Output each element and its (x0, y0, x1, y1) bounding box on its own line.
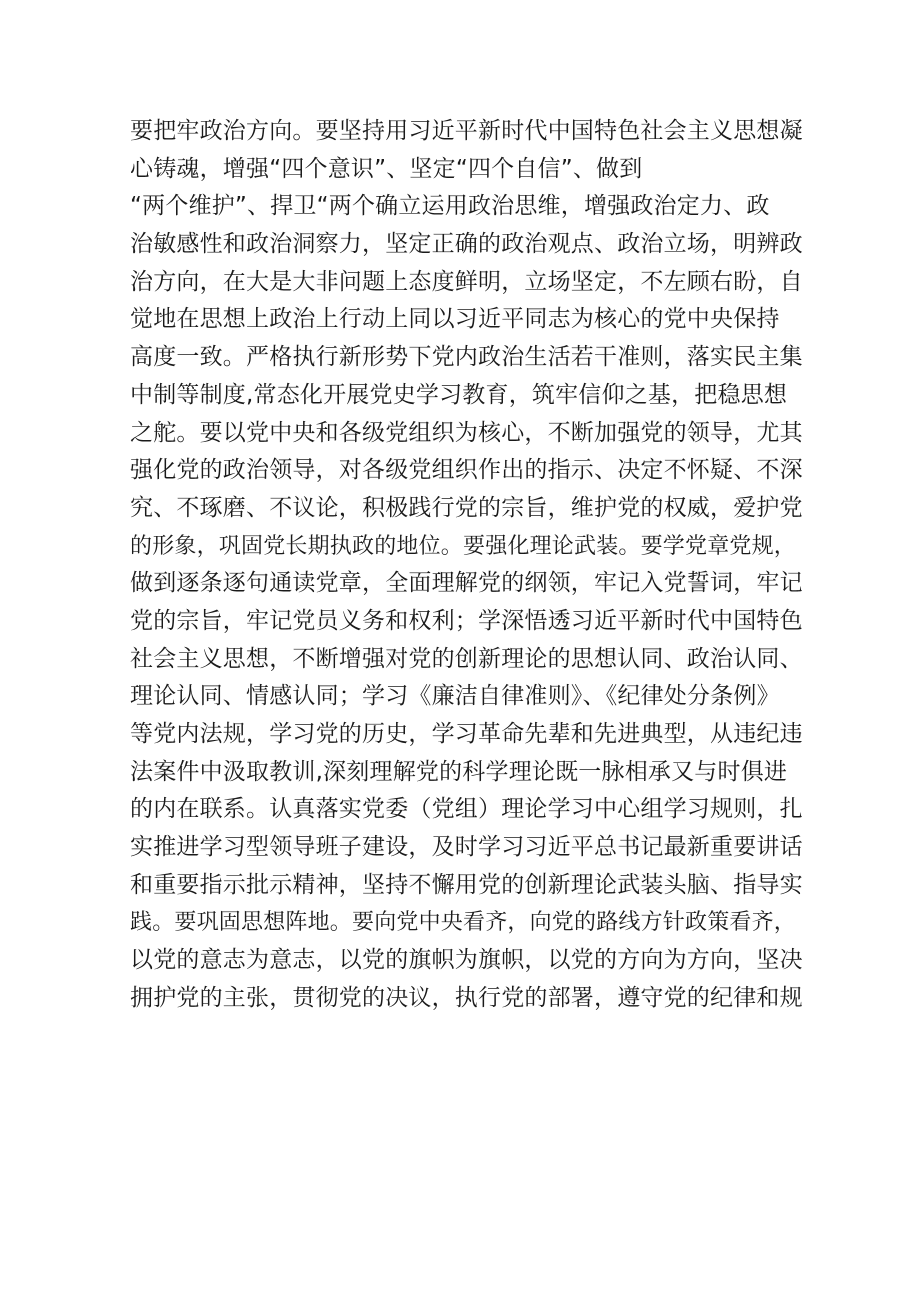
text-line: “两个维护”、捍卫“两个确立运用政治思维，增强政治定力、政 (130, 193, 770, 220)
text-line: 拥护党的主张，贯彻党的决议，执行党的部署，遵守党的纪律和规 (130, 984, 803, 1011)
text-line: 践。要巩固思想阵地。要向党中央看齐，向党的路线方针政策看齐， (130, 910, 797, 936)
text-line: 心铸魂，增强“四个意识”、坚定“四个自信”、做到 (130, 155, 643, 182)
text-line: 中制等制度,常态化开展党史学习教育，筑牢信仰之基，把稳思想 (130, 381, 788, 408)
text-line: 党的宗旨，牢记党员义务和权利；学深悟透习近平新时代中国特色 (130, 607, 803, 634)
text-line: 理论认同、情感认同；学习《廉洁自律准则》、《纪律处分条例》 (130, 683, 780, 710)
text-line: 究、不琢磨、不议论，积极践行党的宗旨，维护党的权威，爱护党 (130, 494, 803, 521)
text-line: 以党的意志为意志，以党的旗帜为旗帜，以党的方向为方向，坚决 (130, 947, 803, 974)
body-paragraph (130, 113, 810, 1018)
text-line: 要把牢政治方向。要坚持用习近平新时代中国特色社会主义思想凝 (130, 118, 803, 144)
text-line: 的形象，巩固党长期执政的地位。要强化理论武装。要学党章党规， (130, 533, 797, 559)
text-line: 治敏感性和政治洞察力，坚定正确的政治观点、政治立场，明辨政 (130, 231, 803, 258)
text-line: 之舵。要以党中央和各级党组织为核心，不断加强党的领导，尤其 (130, 419, 803, 446)
text-line: 高度一致。严格执行新形势下党内政治生活若干准则，落实民主集 (130, 344, 803, 371)
text-line: 和重要指示批示精神，坚持不懈用党的创新理论武装头脑、指导实 (130, 871, 803, 898)
text-line: 强化党的政治领导，对各级党组织作出的指示、决定不怀疑、不深 (130, 457, 803, 484)
text-line: 社会主义思想，不断增强对党的创新理论的思想认同、政治认同、 (130, 645, 803, 672)
text-line: 治方向，在大是大非问题上态度鲜明，立场坚定，不左顾右盼，自 (130, 268, 803, 295)
text-line: 实推进学习型领导班子建设，及时学习习近平总书记最新重要讲话 (130, 834, 803, 861)
text-line: 的内在联系。认真落实党委（党组）理论学习中心组学习规则，扎 (130, 796, 803, 823)
text-line: 觉地在思想上政治上行动上同以习近平同志为核心的党中央保持 (130, 306, 780, 333)
text-line: 等党内法规，学习党的历史，学习革命先辈和先进典型，从违纪违 (130, 721, 803, 747)
text-line: 法案件中汲取教训,深刻理解党的科学理论既一脉相承又与时俱进 (130, 758, 788, 785)
text-line: 做到逐条逐句通读党章，全面理解党的纲领，牢记入党誓词，牢记 (130, 570, 803, 597)
